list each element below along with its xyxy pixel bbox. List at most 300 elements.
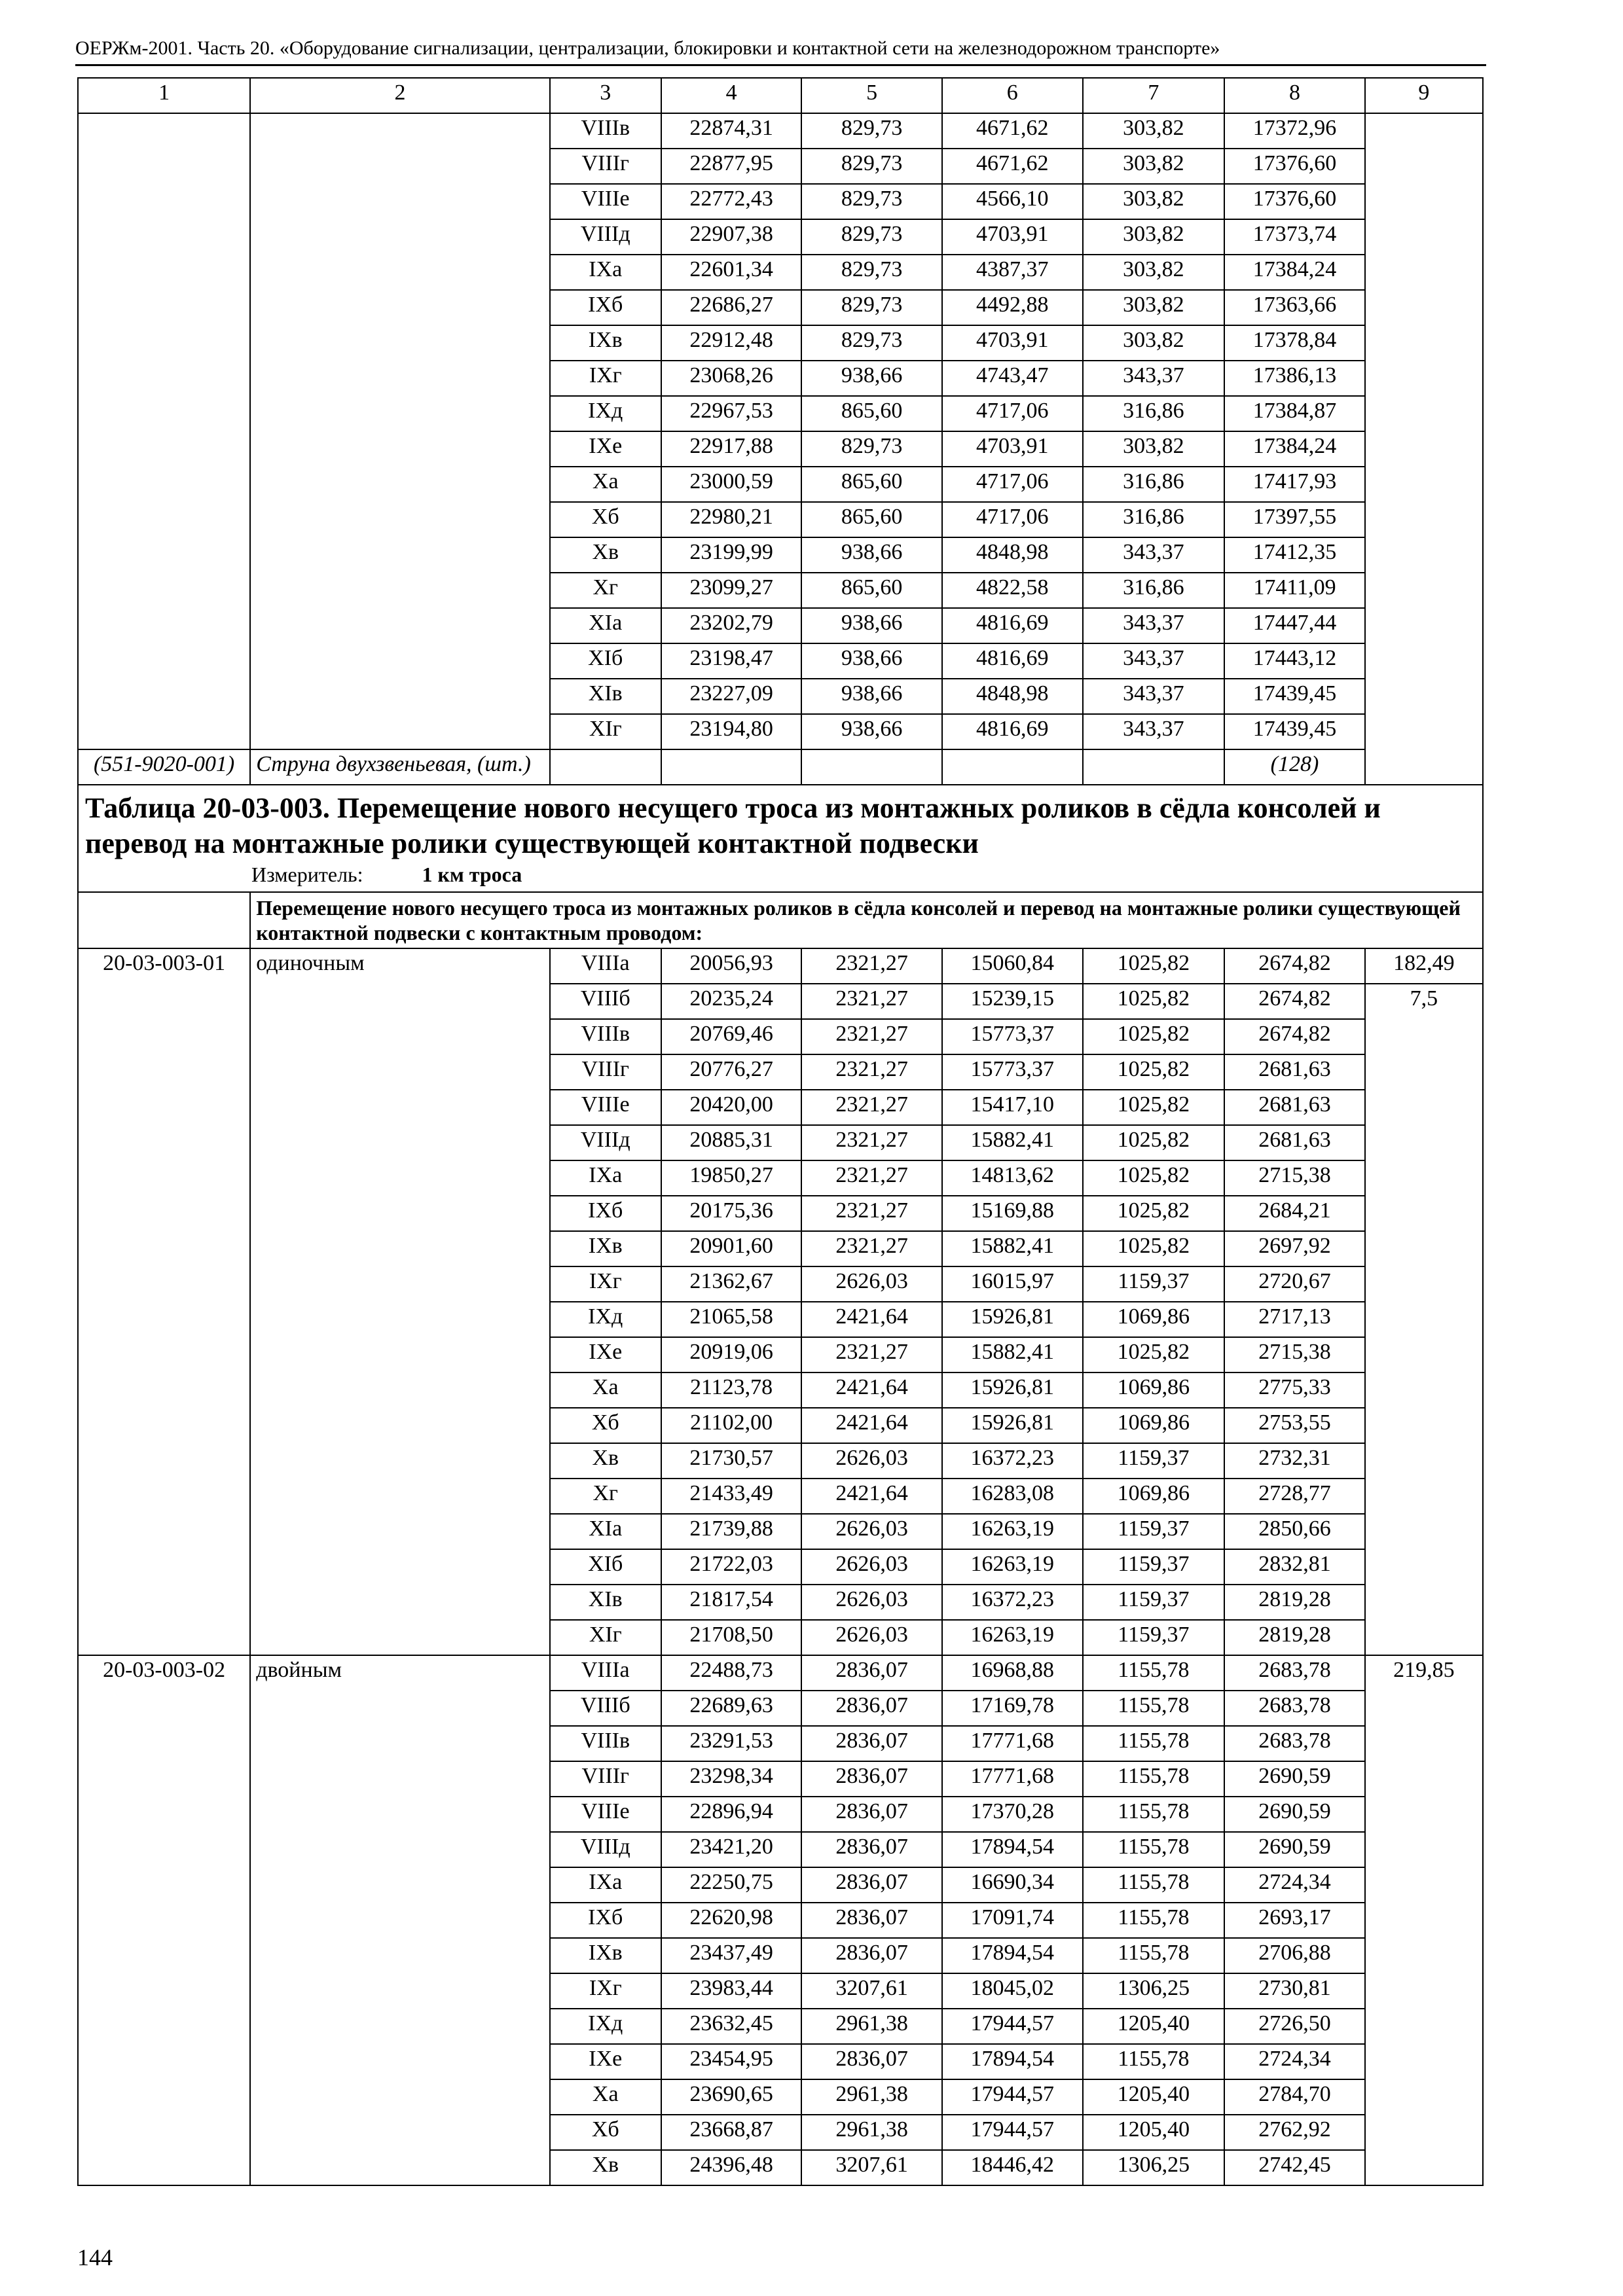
value-cell: 23437,49 [661,1938,802,1973]
value-cell: 22896,94 [661,1797,802,1832]
zone-cell: Xа [550,1372,661,1408]
value-cell: 15882,41 [942,1125,1083,1160]
item-code: 20-03-003-02 [78,1655,250,2185]
value-cell: 2850,66 [1224,1514,1365,1549]
value-cell: 23194,80 [661,714,802,749]
zone-cell: IXб [550,290,661,325]
value-cell: 4816,69 [942,643,1083,679]
value-cell: 1159,37 [1083,1443,1225,1479]
value-cell: 22907,38 [661,219,802,255]
value-cell: 2724,34 [1224,1867,1365,1903]
value-cell: 21102,00 [661,1408,802,1443]
zone-cell: IXа [550,255,661,290]
value-cell: 22686,27 [661,290,802,325]
value-cell: 24396,48 [661,2150,802,2185]
value-cell: 17376,60 [1224,184,1365,219]
value-cell: 23068,26 [661,361,802,396]
value-cell: 17376,60 [1224,149,1365,184]
value-cell: 17091,74 [942,1903,1083,1938]
value-cell: 829,73 [801,113,942,149]
value-cell: 2321,27 [801,984,942,1019]
value-cell: 16372,23 [942,1443,1083,1479]
value-cell: 2421,64 [801,1372,942,1408]
value-cell: 303,82 [1083,184,1225,219]
value-cell: 17944,57 [942,2079,1083,2115]
value-cell: 2836,07 [801,1655,942,1691]
zone-cell: Xа [550,467,661,502]
zone-cell: IXд [550,396,661,431]
value-cell: 4492,88 [942,290,1083,325]
value-cell: 23632,45 [661,2009,802,2044]
zone-cell: IXг [550,1266,661,1302]
value-cell: 17944,57 [942,2009,1083,2044]
header-rule [75,64,1486,66]
value-cell: 1025,82 [1083,1231,1225,1266]
value-cell: 20901,60 [661,1231,802,1266]
value-cell: 303,82 [1083,149,1225,184]
value-cell: 4671,62 [942,113,1083,149]
zone-cell: IXв [550,1231,661,1266]
value-cell: 14813,62 [942,1160,1083,1196]
column-number: 9 [1365,78,1483,113]
value-cell: 1159,37 [1083,1585,1225,1620]
value-cell: 17412,35 [1224,537,1365,573]
value-cell: 15773,37 [942,1054,1083,1090]
value-cell: 23202,79 [661,608,802,643]
value-cell: 16263,19 [942,1514,1083,1549]
value-cell: 1155,78 [1083,1761,1225,1797]
value-cell: 21722,03 [661,1549,802,1585]
value-cell: 22250,75 [661,1867,802,1903]
value-cell: 23227,09 [661,679,802,714]
value-cell: 2690,59 [1224,1832,1365,1867]
value-cell: 16263,19 [942,1549,1083,1585]
zone-cell: VIIIб [550,984,661,1019]
value-cell: 22912,48 [661,325,802,361]
value-cell: 303,82 [1083,255,1225,290]
value-cell: 22601,34 [661,255,802,290]
value-cell: 21065,58 [661,1302,802,1337]
name-cell-empty [250,113,550,749]
material-qty: (128) [1224,749,1365,785]
table-title: Таблица 20-03-003. Перемещение нового несущего троса из монтажных роликов в сёдла консолей и перевод на монтажные ролики существующей контактной подвески [85,792,1381,859]
value-cell: 2626,03 [801,1620,942,1655]
column-number: 7 [1083,78,1225,113]
column-number: 8 [1224,78,1365,113]
value-cell: 22877,95 [661,149,802,184]
material-code: (551-9020-001) [78,749,250,785]
value-cell: 23099,27 [661,573,802,608]
zone-cell: XIа [550,1514,661,1549]
value-cell: 20235,24 [661,984,802,1019]
value-cell: 1155,78 [1083,1832,1225,1867]
empty-cell [78,892,250,948]
page-header: ОЕРЖм-2001. Часть 20. «Оборудование сигнализации, централизации, блокировки и контактной сети на железнодорожном транспорте» [75,37,1220,59]
zone-cell: Xб [550,1408,661,1443]
value-cell: 2832,81 [1224,1549,1365,1585]
value-cell: 2681,63 [1224,1125,1365,1160]
value-cell: 1159,37 [1083,1266,1225,1302]
value-cell: 2819,28 [1224,1585,1365,1620]
value-cell: 2753,55 [1224,1408,1365,1443]
value-cell: 865,60 [801,502,942,537]
value-cell: 2683,78 [1224,1691,1365,1726]
value-cell: 15239,15 [942,984,1083,1019]
value-cell: 1069,86 [1083,1372,1225,1408]
zone-cell: IXд [550,2009,661,2044]
value-cell: 16015,97 [942,1266,1083,1302]
value-cell: 1069,86 [1083,1302,1225,1337]
value-cell: 2690,59 [1224,1797,1365,1832]
rates-table [77,77,1484,2186]
table-row [78,1655,1483,1691]
value-cell: 1025,82 [1083,948,1225,984]
value-cell: 2697,92 [1224,1231,1365,1266]
value-cell: 1069,86 [1083,1408,1225,1443]
value-cell: 2836,07 [801,1903,942,1938]
value-cell: 15882,41 [942,1337,1083,1372]
column-number: 2 [250,78,550,113]
zone-cell: IXд [550,1302,661,1337]
zone-cell: VIIIе [550,1090,661,1125]
value-cell: 23291,53 [661,1726,802,1761]
value-cell: 865,60 [801,467,942,502]
column-number: 5 [801,78,942,113]
zone-cell: VIIIг [550,1761,661,1797]
labor-cell: 7,5 [1365,984,1483,1655]
value-cell: 1025,82 [1083,1019,1225,1054]
zone-cell: VIIIг [550,149,661,184]
value-cell: 1155,78 [1083,1691,1225,1726]
zone-cell: Xг [550,1479,661,1514]
value-cell: 303,82 [1083,290,1225,325]
value-cell: 23000,59 [661,467,802,502]
empty-cell [801,749,942,785]
value-cell: 303,82 [1083,219,1225,255]
value-cell: 1025,82 [1083,1160,1225,1196]
value-cell: 2681,63 [1224,1054,1365,1090]
value-cell: 22917,88 [661,431,802,467]
value-cell: 1025,82 [1083,1196,1225,1231]
value-cell: 15926,81 [942,1372,1083,1408]
value-cell: 15926,81 [942,1302,1083,1337]
value-cell: 4848,98 [942,679,1083,714]
value-cell: 316,86 [1083,396,1225,431]
value-cell: 2421,64 [801,1479,942,1514]
empty-cell [942,749,1083,785]
value-cell: 4717,06 [942,502,1083,537]
value-cell: 18045,02 [942,1973,1083,2009]
zone-cell: VIIIд [550,219,661,255]
zone-cell: Xб [550,2115,661,2150]
value-cell: 2742,45 [1224,2150,1365,2185]
zone-cell: IXе [550,2044,661,2079]
value-cell: 1155,78 [1083,1726,1225,1761]
value-cell: 2321,27 [801,1231,942,1266]
table-body [78,78,1483,2185]
zone-cell: XIб [550,643,661,679]
value-cell: 2684,21 [1224,1196,1365,1231]
value-cell: 15417,10 [942,1090,1083,1125]
value-cell: 343,37 [1083,608,1225,643]
value-cell: 2626,03 [801,1549,942,1585]
table-row [78,113,1483,149]
value-cell: 829,73 [801,325,942,361]
value-cell: 15169,88 [942,1196,1083,1231]
value-cell: 4703,91 [942,325,1083,361]
value-cell: 1306,25 [1083,2150,1225,2185]
value-cell: 2421,64 [801,1302,942,1337]
zone-cell: VIIIг [550,1054,661,1090]
value-cell: 303,82 [1083,431,1225,467]
value-cell: 1205,40 [1083,2079,1225,2115]
value-cell: 19850,27 [661,1160,802,1196]
value-cell: 21708,50 [661,1620,802,1655]
value-cell: 938,66 [801,537,942,573]
value-cell: 16372,23 [942,1585,1083,1620]
value-cell: 829,73 [801,431,942,467]
value-cell: 23198,47 [661,643,802,679]
value-cell: 829,73 [801,255,942,290]
zone-cell: XIв [550,679,661,714]
zone-cell: VIIIв [550,1019,661,1054]
value-cell: 938,66 [801,608,942,643]
value-cell: 22689,63 [661,1691,802,1726]
value-cell: 2836,07 [801,1691,942,1726]
value-cell: 1155,78 [1083,1867,1225,1903]
value-cell: 23668,87 [661,2115,802,2150]
empty-cell [1083,749,1225,785]
zone-cell: IXа [550,1160,661,1196]
value-cell: 316,86 [1083,467,1225,502]
zone-cell: IXг [550,1973,661,2009]
subtitle-text: Перемещение нового несущего троса из монтажных роликов в сёдла консолей и перевод на монтажные ролики существующей контактной подвески с контактным проводом: [256,896,1461,944]
value-cell: 22874,31 [661,113,802,149]
value-cell: 343,37 [1083,714,1225,749]
value-cell: 17370,28 [942,1797,1083,1832]
value-cell: 17417,93 [1224,467,1365,502]
value-cell: 4848,98 [942,537,1083,573]
value-cell: 1306,25 [1083,1973,1225,2009]
value-cell: 2321,27 [801,1019,942,1054]
value-cell: 2836,07 [801,1797,942,1832]
value-cell: 17411,09 [1224,573,1365,608]
zone-cell: IXа [550,1867,661,1903]
value-cell: 1159,37 [1083,1620,1225,1655]
zone-cell: IXг [550,361,661,396]
value-cell: 343,37 [1083,361,1225,396]
value-cell: 2732,31 [1224,1443,1365,1479]
value-cell: 343,37 [1083,537,1225,573]
value-cell: 16263,19 [942,1620,1083,1655]
zone-cell: VIIIа [550,1655,661,1691]
value-cell: 1155,78 [1083,1938,1225,1973]
zone-cell: XIв [550,1585,661,1620]
value-cell: 2728,77 [1224,1479,1365,1514]
zone-cell: XIг [550,1620,661,1655]
value-cell: 20919,06 [661,1337,802,1372]
value-cell: 21817,54 [661,1585,802,1620]
zone-cell: VIIIд [550,1832,661,1867]
value-cell: 343,37 [1083,643,1225,679]
value-cell: 829,73 [801,219,942,255]
material-row [78,749,1483,785]
value-cell: 1159,37 [1083,1549,1225,1585]
value-cell: 17372,96 [1224,113,1365,149]
subtitle-cell [250,892,1483,948]
zone-cell: XIа [550,608,661,643]
value-cell: 17397,55 [1224,502,1365,537]
value-cell: 1155,78 [1083,2044,1225,2079]
value-cell: 21730,57 [661,1443,802,1479]
value-cell: 2720,67 [1224,1266,1365,1302]
value-cell: 22488,73 [661,1655,802,1691]
zone-cell: Xв [550,537,661,573]
column-number: 6 [942,78,1083,113]
value-cell: 4743,47 [942,361,1083,396]
zone-cell: IXв [550,325,661,361]
value-cell: 20776,27 [661,1054,802,1090]
value-cell: 20769,46 [661,1019,802,1054]
value-cell: 21739,88 [661,1514,802,1549]
value-cell: 938,66 [801,361,942,396]
value-cell: 1025,82 [1083,984,1225,1019]
value-cell: 17384,87 [1224,396,1365,431]
value-cell: 16690,34 [942,1867,1083,1903]
value-cell: 1069,86 [1083,1479,1225,1514]
value-cell: 17443,12 [1224,643,1365,679]
value-cell: 2715,38 [1224,1337,1365,1372]
value-cell: 2421,64 [801,1408,942,1443]
value-cell: 4566,10 [942,184,1083,219]
value-cell: 1025,82 [1083,1054,1225,1090]
value-cell: 2626,03 [801,1514,942,1549]
labor-cell: 182,49 [1365,948,1483,984]
value-cell: 2683,78 [1224,1726,1365,1761]
value-cell: 22980,21 [661,502,802,537]
value-cell: 2730,81 [1224,1973,1365,2009]
value-cell: 1155,78 [1083,1655,1225,1691]
zone-cell: VIIIв [550,113,661,149]
value-cell: 21362,67 [661,1266,802,1302]
zone-cell: IXе [550,431,661,467]
value-cell: 303,82 [1083,325,1225,361]
value-cell: 2775,33 [1224,1372,1365,1408]
value-cell: 2626,03 [801,1585,942,1620]
value-cell: 15060,84 [942,948,1083,984]
value-cell: 15773,37 [942,1019,1083,1054]
value-cell: 4717,06 [942,467,1083,502]
zone-cell: VIIIе [550,184,661,219]
value-cell: 2836,07 [801,1867,942,1903]
value-cell: 1205,40 [1083,2009,1225,2044]
item-code: 20-03-003-01 [78,948,250,1655]
value-cell: 2626,03 [801,1266,942,1302]
value-cell: 2724,34 [1224,2044,1365,2079]
zone-cell: VIIIб [550,1691,661,1726]
value-cell: 21433,49 [661,1479,802,1514]
value-cell: 316,86 [1083,502,1225,537]
value-cell: 17169,78 [942,1691,1083,1726]
value-cell: 1205,40 [1083,2115,1225,2150]
value-cell: 20056,93 [661,948,802,984]
value-cell: 2690,59 [1224,1761,1365,1797]
value-cell: 20175,36 [661,1196,802,1231]
value-cell: 2693,17 [1224,1903,1365,1938]
value-cell: 3207,61 [801,2150,942,2185]
empty-cell [550,749,661,785]
zone-cell: IXе [550,1337,661,1372]
zone-cell: IXб [550,1903,661,1938]
column-number: 3 [550,78,661,113]
value-cell: 2321,27 [801,1196,942,1231]
zone-cell: VIIIв [550,1726,661,1761]
value-cell: 2819,28 [1224,1620,1365,1655]
zone-cell: Xв [550,1443,661,1479]
value-cell: 16283,08 [942,1479,1083,1514]
value-cell: 17447,44 [1224,608,1365,643]
value-cell: 20885,31 [661,1125,802,1160]
value-cell: 23298,34 [661,1761,802,1797]
value-cell: 4822,58 [942,573,1083,608]
value-cell: 938,66 [801,679,942,714]
value-cell: 1025,82 [1083,1337,1225,1372]
value-cell: 2681,63 [1224,1090,1365,1125]
item-name: одиночным [250,948,550,1655]
col9-cell-empty [1365,113,1483,785]
code-cell-empty [78,113,250,749]
value-cell: 2961,38 [801,2115,942,2150]
zone-cell: VIIIа [550,948,661,984]
value-cell: 4816,69 [942,608,1083,643]
zone-cell: Xб [550,502,661,537]
zone-cell: Xа [550,2079,661,2115]
value-cell: 4816,69 [942,714,1083,749]
value-cell: 23421,20 [661,1832,802,1867]
zone-cell: IXв [550,1938,661,1973]
value-cell: 2683,78 [1224,1655,1365,1691]
value-cell: 2674,82 [1224,948,1365,984]
value-cell: 23983,44 [661,1973,802,2009]
value-cell: 829,73 [801,290,942,325]
zone-cell: VIIIд [550,1125,661,1160]
value-cell: 1025,82 [1083,1125,1225,1160]
value-cell: 20420,00 [661,1090,802,1125]
value-cell: 3207,61 [801,1973,942,2009]
table-title-cell [78,785,1483,892]
value-cell: 2784,70 [1224,2079,1365,2115]
page-number: 144 [77,2244,113,2270]
value-cell: 17439,45 [1224,679,1365,714]
value-cell: 4671,62 [942,149,1083,184]
value-cell: 1025,82 [1083,1090,1225,1125]
value-cell: 2836,07 [801,1938,942,1973]
value-cell: 1155,78 [1083,1903,1225,1938]
zone-cell: Xв [550,2150,661,2185]
value-cell: 15882,41 [942,1231,1083,1266]
value-cell: 22620,98 [661,1903,802,1938]
value-cell: 17378,84 [1224,325,1365,361]
value-cell: 23690,65 [661,2079,802,2115]
item-name: двойным [250,1655,550,2185]
value-cell: 2626,03 [801,1443,942,1479]
value-cell: 17771,68 [942,1761,1083,1797]
value-cell: 23454,95 [661,2044,802,2079]
value-cell: 2836,07 [801,1726,942,1761]
value-cell: 938,66 [801,643,942,679]
value-cell: 2715,38 [1224,1160,1365,1196]
labor-cell: 219,85 [1365,1655,1483,2185]
